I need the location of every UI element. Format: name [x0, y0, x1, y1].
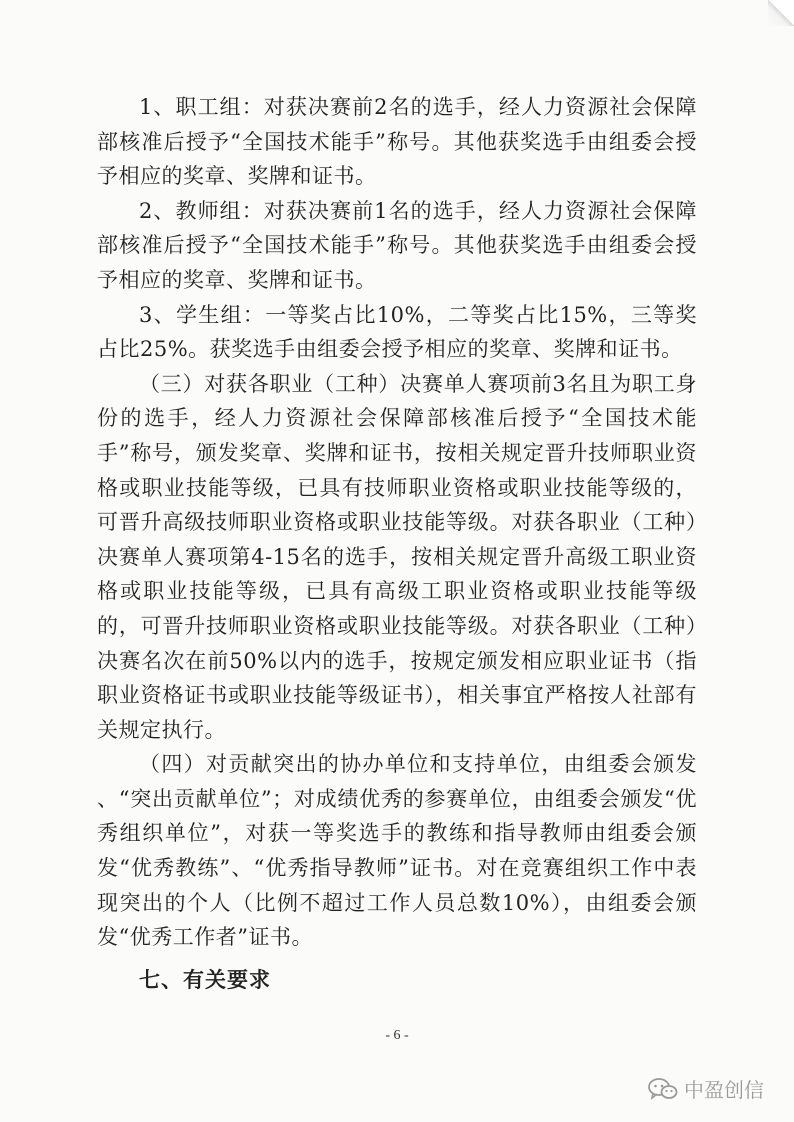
page-curl-corner: [768, 0, 794, 26]
paragraph-section-three: （三）对获各职业（工种）决赛单人赛项前3名且为职工身份的选手，经人力资源社会保障部核准后授予“全国技术能手”称号，颁发奖章、奖牌和证书，按相关规定晋升技师职业资格或职业技能等级，已具有技师职业资格或职业技能等级的，可晋升高级技师职业资格或职业技能等级。对获各职业（工种）决赛单人赛项第4-15名的选手，按相关规定晋升高级工职业资格或职业技能等级，已具有高级工职业资格或职业技能等级的，可晋升技师职业资格或职业技能等级。对获各职业（工种）决赛名次在前50%以内的选手，按规定颁发相应职业证书（指职业资格证书或职业技能等级证书），相关事宜严格按人社部有关规定执行。: [97, 371, 697, 742]
paragraph-teacher-group: 2、教师组：对获决赛前1名的选手，经人力资源社会保障部核准后授予“全国技术能手”称号。其他获奖选手由组委会授予相应的奖章、奖牌和证书。: [97, 198, 697, 292]
section-heading: 七、有关要求: [139, 968, 271, 992]
watermark: [648, 1074, 764, 1103]
wechat-icon: [648, 1077, 678, 1101]
paragraph-section-four: （四）对贡献突出的协办单位和支持单位，由组委会颁发 、“突出贡献单位”；对成绩优秀的参赛单位，由组委会颁发“优秀组织单位”，对获一等奖选手的教练和指导教师由组委会颁发“优秀教练”、“优秀指导教师”证书。对在竞赛组织工作中表现突出的个人（比例不超过工作人员总数10%），由组委会颁发“优秀工作者”证书。: [97, 752, 697, 950]
page-number: - 6 -: [385, 1028, 409, 1043]
paragraph-worker-group: 1、职工组：对获决赛前2名的选手，经人力资源社会保障部核准后授予“全国技术能手”称号。其他获奖选手由组委会授予相应的奖章、奖牌和证书。: [97, 95, 697, 189]
paragraph-student-group: 3、学生组：一等奖占比10%，二等奖占比15%，三等奖占比25%。获奖选手由组委会授予相应的奖章、奖牌和证书。: [97, 302, 697, 362]
watermark-text: 中盈创信: [684, 1078, 764, 1102]
document-body: [97, 90, 697, 955]
